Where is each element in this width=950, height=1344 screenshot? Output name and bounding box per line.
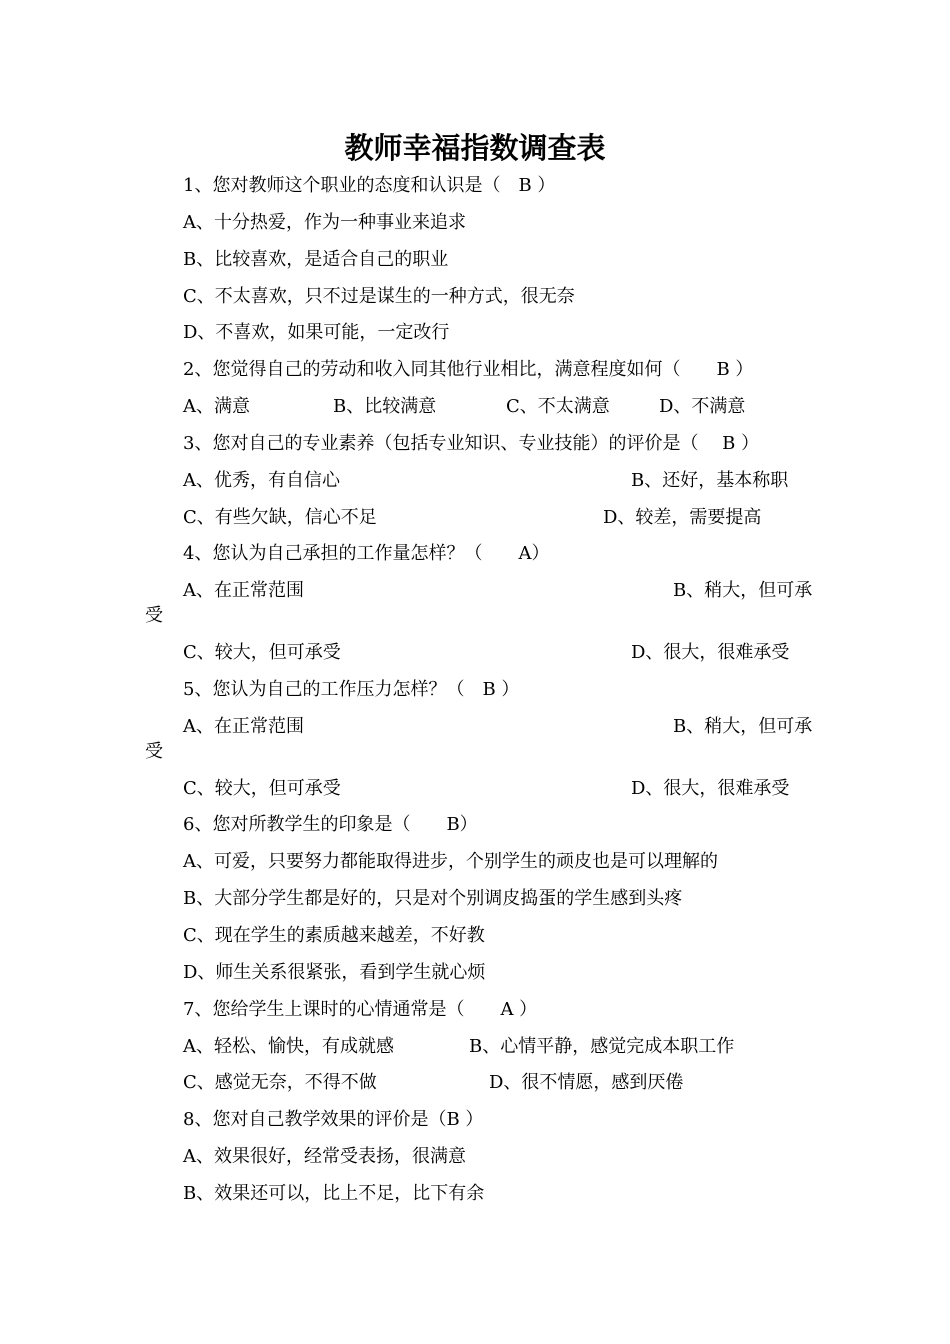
q5-option-b: B、稍大，但可承 (673, 716, 813, 737)
question-7: 7、您给学生上课时的心情通常是（ A ） (183, 999, 538, 1020)
page-title: 教师幸福指数调查表 (344, 131, 606, 165)
q6-option-a: A、可爱，只要努力都能取得进步，个别学生的顽皮也是可以理解的 (183, 851, 718, 872)
q4-option-b: B、稍大，但可承 (673, 580, 813, 601)
q3-option-b: B、还好，基本称职 (631, 470, 789, 491)
q4-option-a: A、在正常范围 (183, 580, 304, 601)
q6-option-c: C、现在学生的素质越来越差，不好教 (183, 925, 485, 946)
q6-option-b: B、大部分学生都是好的，只是对个别调皮捣蛋的学生感到头疼 (183, 888, 683, 909)
q2-option-d: D、不满意 (659, 396, 746, 417)
q4-option-c: C、较大，但可承受 (183, 642, 341, 663)
q7-option-d: D、很不情愿，感到厌倦 (489, 1072, 684, 1093)
q4-option-b-continuation: 受 (145, 605, 163, 626)
q3-option-c: C、有些欠缺，信心不足 (183, 507, 377, 528)
q7-option-b: B、心情平静，感觉完成本职工作 (469, 1036, 735, 1057)
q1-option-d: D、不喜欢，如果可能，一定改行 (183, 322, 450, 343)
q3-option-d: D、较差，需要提高 (603, 507, 762, 528)
q2-option-c: C、不太满意 (506, 396, 610, 417)
q5-option-b-continuation: 受 (145, 741, 163, 762)
q3-option-a: A、优秀，有自信心 (183, 470, 340, 491)
question-8: 8、您对自己教学效果的评价是（B ） (183, 1109, 484, 1130)
q6-option-d: D、师生关系很紧张，看到学生就心烦 (183, 962, 486, 983)
question-1: 1、您对教师这个职业的态度和认识是（ B ） (183, 175, 556, 196)
q1-option-a: A、十分热爱，作为一种事业来追求 (183, 212, 466, 233)
question-3: 3、您对自己的专业素养（包括专业知识、专业技能）的评价是（ B ） (183, 433, 760, 454)
q5-option-c: C、较大，但可承受 (183, 778, 341, 799)
q2-option-a: A、满意 (183, 396, 250, 417)
question-2: 2、您觉得自己的劳动和收入同其他行业相比，满意程度如何（ B ） (183, 359, 754, 380)
q2-option-b: B、比较满意 (333, 396, 437, 417)
question-4: 4、您认为自己承担的工作量怎样？（ A） (183, 543, 550, 564)
q8-option-b: B、效果还可以，比上不足，比下有余 (183, 1183, 485, 1204)
q8-option-a: A、效果很好，经常受表扬，很满意 (183, 1146, 466, 1167)
q7-option-a: A、轻松、愉快，有成就感 (183, 1036, 394, 1057)
question-5: 5、您认为自己的工作压力怎样？（ B ） (183, 679, 520, 700)
q1-option-b: B、比较喜欢，是适合自己的职业 (183, 249, 449, 270)
q7-option-c: C、感觉无奈，不得不做 (183, 1072, 377, 1093)
q5-option-d: D、很大，很难承受 (631, 778, 790, 799)
q1-option-c: C、不太喜欢，只不过是谋生的一种方式，很无奈 (183, 286, 575, 307)
question-6: 6、您对所教学生的印象是（ B） (183, 814, 478, 835)
q5-option-a: A、在正常范围 (183, 716, 304, 737)
q4-option-d: D、很大，很难承受 (631, 642, 790, 663)
